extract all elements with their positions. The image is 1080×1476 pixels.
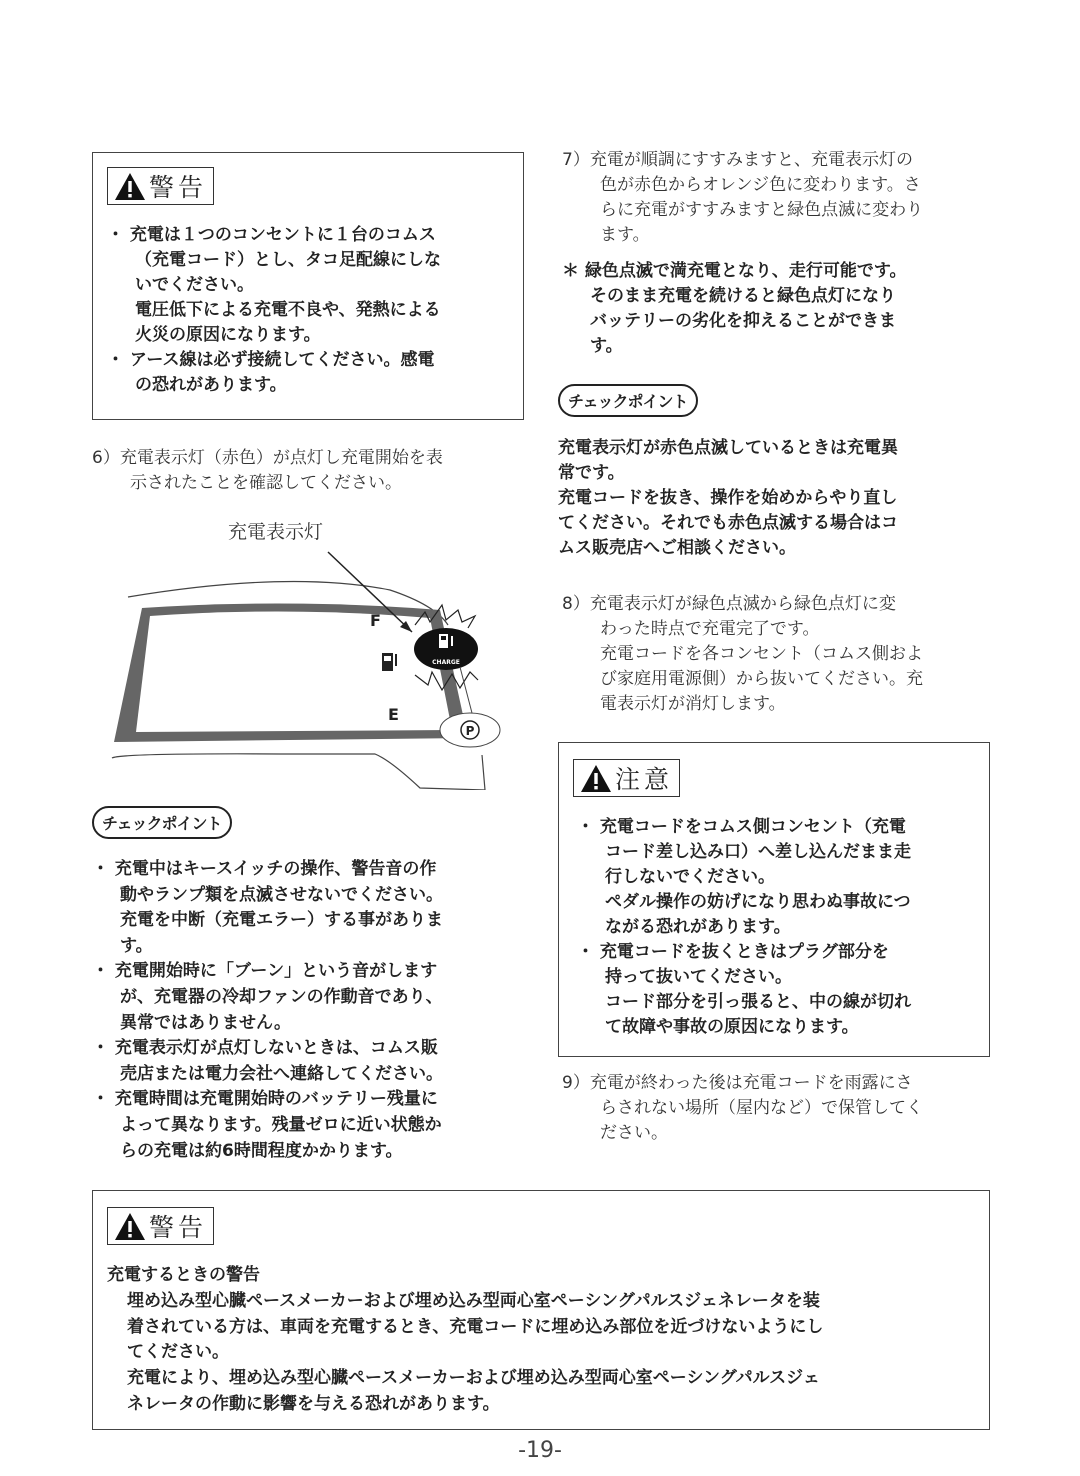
step-9: [562, 1071, 923, 1146]
checkpoint-badge: チェックポイント: [558, 384, 698, 417]
text-line: コード差し込み口）へ差し込んだまま走: [605, 842, 911, 862]
text-line: 常です。: [558, 463, 625, 483]
text-line: 充電するときの警告: [107, 1265, 260, 1285]
text-line: らされない場所（屋内など）で保管してく: [600, 1098, 923, 1118]
warning-box-bottom: [92, 1190, 990, 1430]
text-line: の恐れがあります。: [135, 375, 287, 395]
text-line: 8）充電表示灯が緑色点滅から緑色点灯に変: [562, 594, 896, 614]
text-line: ・ 充電コードを抜くときはプラグ部分を: [577, 942, 889, 962]
fuel-empty-label: E: [388, 705, 399, 724]
text-line: 色が赤色からオレンジ色に変わります。さ: [600, 175, 921, 195]
warning-title: 警告: [149, 1213, 208, 1242]
text-line: 示されたことを確認してください。: [130, 473, 402, 493]
warning-header: [107, 167, 214, 205]
warning-triangle-icon: [114, 171, 146, 201]
diagram-callout: 充電表示灯: [228, 521, 324, 543]
warning-text: [107, 223, 441, 398]
text-line: 売店または電力会社へ連絡してください。: [120, 1063, 443, 1084]
text-line: が、充電器の冷却ファンの作動音であり、: [120, 986, 443, 1007]
warning-triangle-icon: [580, 763, 612, 793]
text-line: ます。: [600, 225, 650, 245]
text-line: ネレータの作動に影響を与える恐れがあります。: [127, 1393, 500, 1414]
text-line: て故障や事故の原因になります。: [605, 1017, 859, 1037]
text-line: ムス販売店へご相談ください。: [558, 538, 796, 558]
note: [562, 259, 907, 359]
warning-text: [107, 1263, 823, 1418]
text-line: てください。: [127, 1342, 229, 1363]
text-line: ペダル操作の妨げになり思わぬ事故につ: [605, 892, 911, 912]
warning-header: [107, 1207, 214, 1245]
step-8: [562, 592, 923, 717]
text-line: ながる恐れがあります。: [605, 917, 791, 937]
text-line: ・ 充電表示灯が点灯しないときは、コムス販: [92, 1038, 438, 1059]
text-line: 異常ではありません。: [120, 1012, 292, 1033]
text-line: ・ 充電時間は充電開始時のバッテリー残量に: [92, 1089, 438, 1110]
step-7: [562, 148, 923, 248]
warning-triangle-icon: [114, 1211, 146, 1241]
text-line: らの充電は約6時間程度かかります。: [120, 1140, 403, 1161]
text-line: 火災の原因になります。: [135, 325, 321, 345]
dashboard-diagram: [90, 550, 520, 790]
text-line: す。: [120, 935, 153, 956]
text-line: 7）充電が順調にすすみますと、充電表示灯の: [562, 150, 913, 170]
text-line: よって異なります。残量ゼロに近い状態か: [120, 1114, 442, 1135]
text-line: 6）充電表示灯（赤色）が点灯し充電開始を表: [92, 448, 443, 468]
text-line: コード部分を引っ張ると、中の線が切れ: [605, 992, 911, 1012]
text-line: ・ 充電開始時に「ブーン」という音がします: [92, 961, 438, 982]
text-line: 着されている方は、車両を充電するとき、充電コードに埋め込み部位を近づけないようにし: [127, 1316, 824, 1337]
text-line: 9）充電が終わった後は充電コードを雨露にさ: [562, 1073, 913, 1093]
text-line: 充電コードを各コンセント（コムス側およ: [600, 644, 923, 664]
page-number: -19-: [518, 1438, 562, 1463]
text-line: 充電表示灯が赤色点滅しているときは充電異: [558, 438, 898, 458]
text-line: てください。それでも赤色点滅する場合はコ: [558, 513, 898, 533]
warning-title: 警告: [149, 173, 208, 202]
text-line: ・ アース線は必ず接続してください。感電: [107, 350, 435, 370]
text-line: 電表示灯が消灯します。: [600, 694, 786, 714]
text-line: 充電を中断（充電エラー）する事がありま: [120, 910, 443, 931]
warning-box-top: [92, 152, 524, 420]
text-line: ・ 充電中はキースイッチの操作、警告音の作: [92, 859, 437, 879]
text-line: わった時点で充電完了です。: [600, 619, 820, 639]
text-line: 行しないでください。: [605, 867, 775, 887]
text-line: バッテリーの劣化を抑えることができま: [590, 311, 896, 331]
text-line: そのまま充電を続けると緑色点灯になり: [590, 286, 896, 306]
caution-header: [573, 759, 680, 797]
fuel-full-label: F: [370, 611, 381, 630]
checkpoint-badge: チェックポイント: [92, 806, 232, 839]
caution-title: 注意: [615, 765, 674, 794]
parking-label: P: [465, 724, 475, 738]
text-line: らに充電がすすみますと緑色点滅に変わり: [600, 200, 924, 220]
text-line: 動やランプ類を点滅させないでください。: [120, 884, 443, 905]
charge-label: CHARGE: [432, 659, 460, 666]
text-line: 埋め込み型心臓ペースメーカーおよび埋め込み型両心室ペーシングパルスジェネレータを装: [127, 1290, 820, 1311]
text-line: （充電コード）とし、タコ足配線にしな: [135, 250, 441, 270]
text-line: び家庭用電源側）から抜いてください。充: [600, 669, 923, 689]
caution-box: [558, 742, 990, 1057]
text-line: 充電コードを抜き、操作を始めからやり直し: [558, 488, 898, 508]
text-line: 充電により、埋め込み型心臓ペースメーカーおよび埋め込み型両心室ペーシングパルスジェ: [127, 1368, 820, 1389]
text-line: ・ 充電は１つのコンセントに１台のコムス: [107, 225, 436, 245]
text-line: す。: [590, 336, 623, 356]
caution-text: [577, 815, 911, 1040]
text-line: ＊ 緑色点滅で満充電となり、走行可能です。: [562, 261, 907, 281]
checkpoint-text-right: [558, 436, 898, 561]
text-line: 持って抜いてください。: [605, 967, 792, 987]
checkpoint-text-left: [92, 857, 443, 1164]
text-line: ださい。: [600, 1123, 668, 1143]
text-line: いでください。: [135, 275, 254, 295]
text-line: ・ 充電コードをコムス側コンセント（充電: [577, 817, 906, 837]
step-6: [92, 446, 443, 496]
text-line: 電圧低下による充電不良や、発熱による: [135, 300, 441, 320]
